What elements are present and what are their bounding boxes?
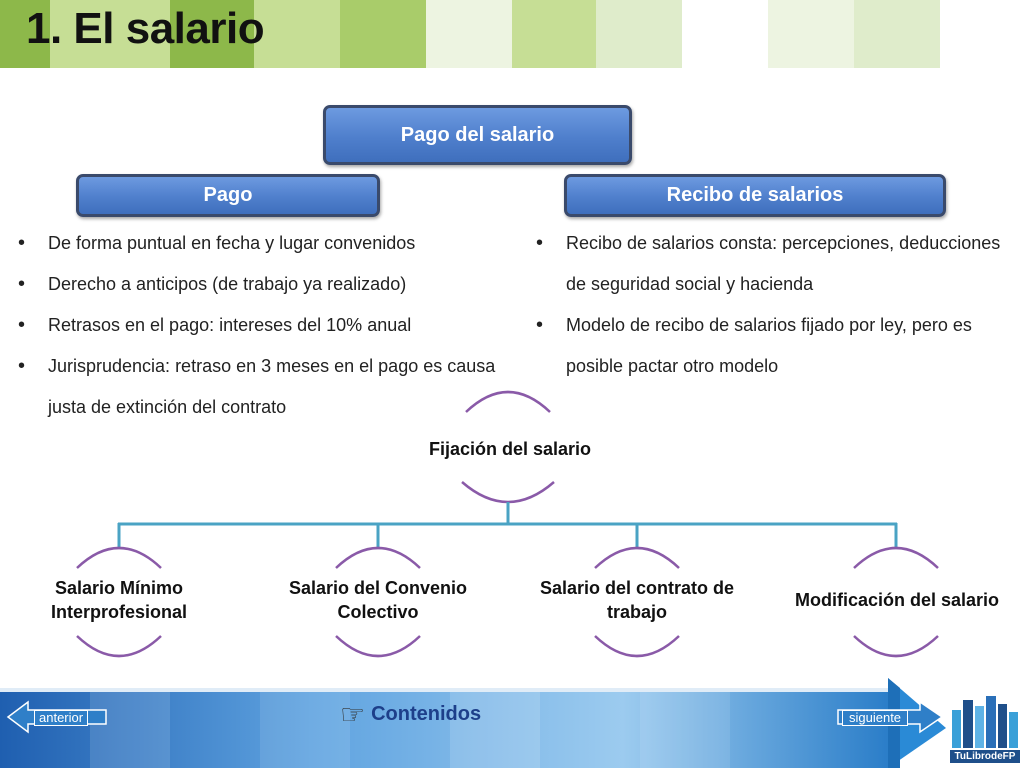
page-title: 1. El salario <box>26 4 265 53</box>
next-label: siguiente <box>842 710 908 726</box>
list-item: • Modelo de recibo de salarios fijado por ley, pero es posible pactar otro modelo <box>532 305 1002 387</box>
list-item: • Jurisprudencia: retraso en 3 meses en el pago es causa justa de extinción del contrato <box>14 346 514 428</box>
recibo-bullet-list <box>532 223 1002 387</box>
logo-text: TuLibrodeFP <box>950 750 1020 763</box>
previous-label: anterior <box>34 710 88 726</box>
child-bottom-arc <box>336 636 420 656</box>
contents-label: Contenidos <box>371 703 482 725</box>
header-block <box>340 0 426 68</box>
node-modificacion-salario: Modificación del salario <box>794 590 1000 610</box>
node-salario-minimo-interprofesional: Salario Mínimo Interprofesional <box>50 578 188 622</box>
node-salario-contrato-trabajo: Salario del contrato de trabajo <box>539 578 735 622</box>
header-band <box>0 0 1024 68</box>
child-top-arc <box>595 548 679 568</box>
header-block <box>596 0 682 68</box>
child-top-arc <box>336 548 420 568</box>
root-node-pago-del-salario: Pago del salario <box>323 105 632 165</box>
child-top-arc <box>854 548 938 568</box>
header-block <box>254 0 340 68</box>
header-block <box>682 0 768 68</box>
node-pago: Pago <box>76 174 380 217</box>
list-item: • Derecho a anticipos (de trabajo ya realizado) <box>14 264 514 305</box>
child-top-arc <box>77 548 161 568</box>
fijacion-bottom-arc <box>462 482 554 502</box>
child-bottom-arc <box>77 636 161 656</box>
pago-bullet-list <box>14 223 514 428</box>
tulibrodefp-logo <box>948 688 1022 766</box>
previous-button[interactable] <box>6 700 110 734</box>
child-bottom-arc <box>595 636 679 656</box>
header-block <box>426 0 512 68</box>
header-block <box>940 0 1024 68</box>
next-button[interactable] <box>836 700 946 734</box>
list-item: • Recibo de salarios consta: percepciones, deducciones de seguridad social y hacienda <box>532 223 1002 305</box>
list-item: • De forma puntual en fecha y lugar convenidos <box>14 223 514 264</box>
node-fijacion-del-salario: Fijación del salario <box>428 438 592 459</box>
pointing-hand-icon: ☞ <box>340 699 366 730</box>
header-block <box>854 0 940 68</box>
node-recibo-de-salarios: Recibo de salarios <box>564 174 946 217</box>
node-salario-convenio-colectivo: Salario del Convenio Colectivo <box>288 578 468 622</box>
child-bottom-arc <box>854 636 938 656</box>
list-item: • Retrasos en el pago: intereses del 10% anual <box>14 305 514 346</box>
footer-bar <box>0 668 1024 768</box>
contents-link[interactable] <box>340 698 481 731</box>
books-logo-icon <box>948 688 1022 750</box>
header-block <box>768 0 854 68</box>
header-block <box>512 0 596 68</box>
